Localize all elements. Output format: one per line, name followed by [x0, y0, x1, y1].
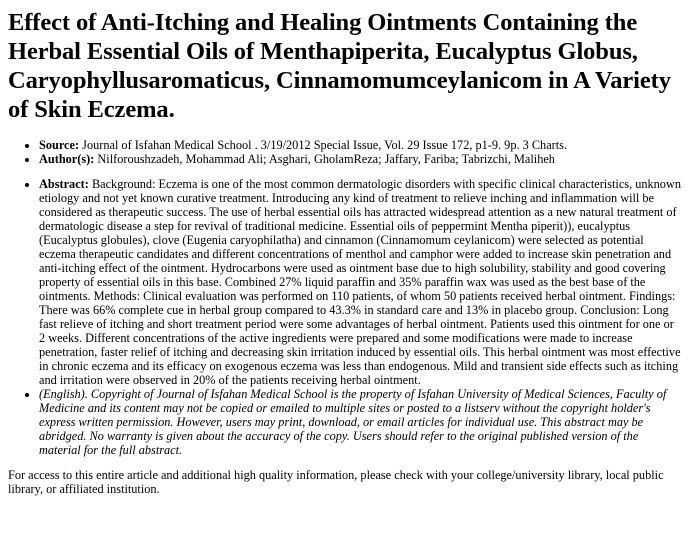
source-value: Journal of Isfahan Medical School . 3/19/2012 Special Issue, Vol. 29 Issue 172, p1-9. 9p. 3 Charts. [82, 138, 568, 152]
article-meta-list [8, 138, 682, 166]
authors-value: Nilforoushzadeh, Mohammad Ali; Asghari, GholamReza; Jaffary, Fariba; Tabrizchi, Maliheh [97, 152, 555, 166]
abstract-label: Abstract: [39, 177, 89, 191]
abstract-text: Background: Eczema is one of the most common dermatologic disorders with specific clinical characteristics, unknown etiology and not yet known curative treatment. Introducing any kind of treatment to relieve inching and inflammation will be considered as therapeutic success. The use of herbal essential oils has attracted widespread attention as a new natural treatment of dermatologic disease a step for revival of traditional medicine. Essential oils of peppermint Mentha piperit)), eucalyptus (Eucalyptus globules), clove (Eugenia caryophilatha) and cinnamon (Cinnamomum ceylanicom) were selected as potential eczema therapeutic candidates and different concentrations of menthol and camphor were added to increase skin penetration and anti-itching effect of the ointment. Hydrocarbons were used as ointment base due to high solubility, stability and good covering property of essential oils in this base. Combined 27% liquid paraffin and 35% paraffin wax was used as the best base of the ointments. Methods: Clinical evaluation was performed on 110 patients, of whom 50 patients received herbal ointment. Findings: There was 66% complete cue in herbal group compared to 43.3% in standard care and 13% in placebo group. Conclusion: Long fast relieve of itching and short treatment period were some advantages of herbal ointment. Patients used this ointment for one or 2 weeks. Different concentrations of the active ingredients were prepared and some modifications were made to increase penetration, faster relief of itching and decreasing skin irritation induced by essential oils. This herbal ointment was most effective in chronic eczema and its efficacy on exogenous eczema was less than endogenous. Mild and transient side effects such as itching and irritation were observed in 20% of the patients receiving herbal ointment. [39, 177, 681, 387]
source-item [39, 138, 682, 152]
article-title: Effect of Anti-Itching and Healing Ointments Containing the Herbal Essential Oils of Menthapiperita, Eucalyptus Globus, Caryophyllusaromaticus, Cinnamomumceylanicom in A Variety of Skin Eczema. [8, 9, 671, 123]
access-note: For access to this entire article and additional high quality information, please check with your college/university library, local public library, or affiliated institution. [8, 468, 664, 496]
copyright-item [39, 387, 682, 457]
abstract-item [39, 177, 682, 387]
authors-item [39, 152, 682, 166]
authors-label: Author(s): [39, 152, 95, 166]
copyright-text: (English). Copyright of Journal of Isfahan Medical School is the property of Isfahan University of Medical Sciences, Faculty of Medicine and its content may not be copied or emailed to multiple sites or posted to a listserv without the copyright holder's express written permission. However, users may print, download, or email articles for individual use. This abstract may be abridged. No warranty is given about the accuracy of the copy. Users should refer to the original published version of the material for the full abstract. [39, 387, 667, 457]
source-label: Source: [39, 138, 80, 152]
abstract-list [8, 177, 682, 457]
